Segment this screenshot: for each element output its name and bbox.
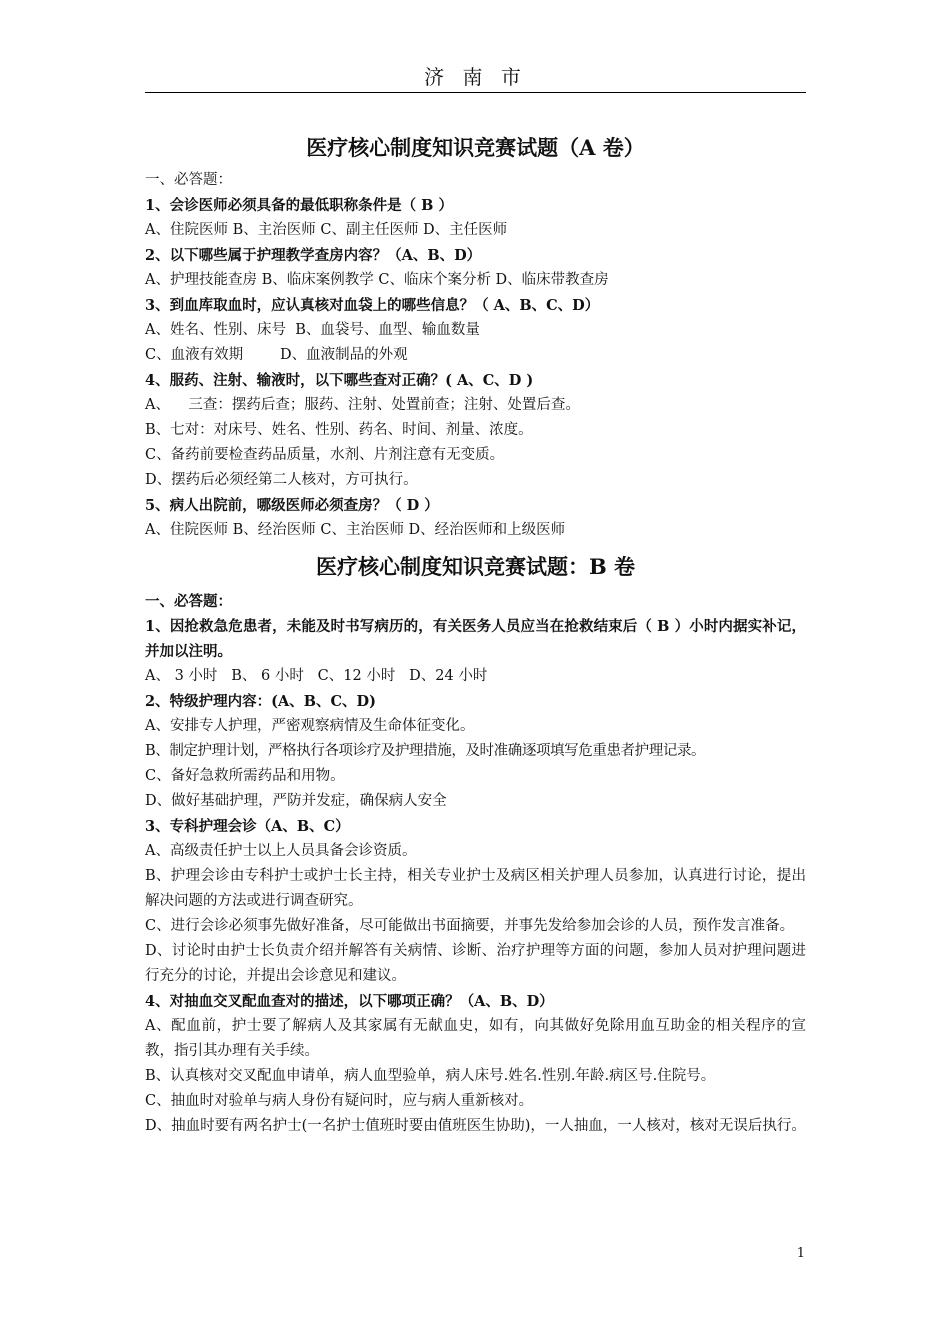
options-a2: A、护理技能查房 B、临床案例教学 C、临床个案分析 D、临床带教查房 [145,272,609,288]
paper-b-title: 医疗核心制度知识竞赛试题：B 卷 [315,554,636,579]
option-b4-d: D、抽血时要有两名护士(一名护士值班时要由值班医生协助)，一人抽血，一人核对，核对无误后执行。 [145,1118,806,1134]
header-title: 济 南 市 [424,65,527,89]
option-b4-c: C、抽血时对验单与病人身份有疑问时，应与病人重新核对。 [145,1093,534,1109]
page-header [145,62,806,93]
question-b2: 2、特级护理内容：(A、B、C、D) [145,693,376,710]
option-a4-c: C、备药前要检查药品质量，水剂、片剂注意有无变质。 [145,447,505,463]
question-a4: 4、服药、注射、输液时，以下哪些查对正确？( A、C、D ) [145,372,534,389]
question-a1: 1、会诊医师必须具备的最低职称条件是（ B ） [145,197,453,214]
option-b3-d: D、讨论时由护士长负责介绍并解答有关病情、诊断、治疗护理等方面的问题，参加人员对护理问题进行充分的讨论，并提出会诊意见和建议。 [145,943,806,984]
option-b3-b: B、护理会诊由专科护士或护士长主持，相关专业护士及病区相关护理人员参加，认真进行讨论，提出解决问题的方法或进行调查研究。 [145,868,806,909]
options-a3-line1: A、姓名、性别、床号 B、血袋号、血型、输血数量 [145,322,480,338]
option-b3-c: C、进行会诊必须事先做好准备，尽可能做出书面摘要，并事先发给参加会诊的人员，预作发言准备。 [145,918,795,934]
options-a1: A、住院医师 B、主治医师 C、副主任医师 D、主任医师 [145,222,508,238]
paper-a-title: 医疗核心制度知识竞赛试题（A 卷） [306,135,645,160]
document-body [145,128,806,1139]
options-a3-line2: C、血液有效期 D、血液制品的外观 [145,347,408,363]
question-b4: 4、对抽血交叉配血查对的描述，以下哪项正确？（A、B、D） [145,993,554,1010]
paper-b-section: 一、必答题： [145,593,232,610]
page-number: 1 [796,1246,805,1261]
option-b2-a: A、安排专人护理，严密观察病情及生命体征变化。 [145,718,475,734]
question-a2: 2、以下哪些属于护理教学查房内容？（A、B、D） [145,247,482,264]
question-a3: 3、到血库取血时，应认真核对血袋上的哪些信息？（ A、B、C、D） [145,297,600,314]
option-b2-c: C、备好急救所需药品和用物。 [145,768,345,784]
option-b2-b: B、制定护理计划，严格执行各项诊疗及护理措施，及时准确逐项填写危重患者护理记录。 [145,743,706,759]
question-b1: 1、因抢救急危患者，未能及时书写病历的，有关医务人员应当在抢救结束后（ B ）小时内据实补记，并加以注明。 [145,618,806,660]
option-a4-b: B、七对：对床号、姓名、性别、药名、时间、剂量、浓度。 [145,422,533,438]
option-a4-d: D、摆药后必须经第二人核对，方可执行。 [145,472,418,488]
options-a5: A、住院医师 B、经治医师 C、主治医师 D、经治医师和上级医师 [145,522,566,538]
question-a5: 5、病人出院前，哪级医师必须查房？（ D ） [145,497,439,514]
option-b4-a: A、配血前，护士要了解病人及其家属有无献血史，如有，向其做好免除用血互助金的相关程序的宣教，指引其办理有关手续。 [145,1018,806,1059]
paper-a-section: 一、必答题： [145,172,232,188]
option-b3-a: A、高级责任护士以上人员具备会诊资质。 [145,843,417,859]
option-b4-b: B、认真核对交叉配血申请单，病人血型验单，病人床号.姓名.性别.年龄.病区号.住院号。 [145,1068,716,1084]
question-b3: 3、专科护理会诊（A、B、C） [145,818,350,835]
option-b2-d: D、做好基础护理，严防并发症，确保病人安全 [145,793,447,809]
options-b1: A、 3 小时 B、 6 小时 C、12 小时 D、24 小时 [145,668,488,684]
option-a4-a: A、 三查：摆药后查；服药、注射、处置前查；注射、处置后查。 [145,397,580,413]
